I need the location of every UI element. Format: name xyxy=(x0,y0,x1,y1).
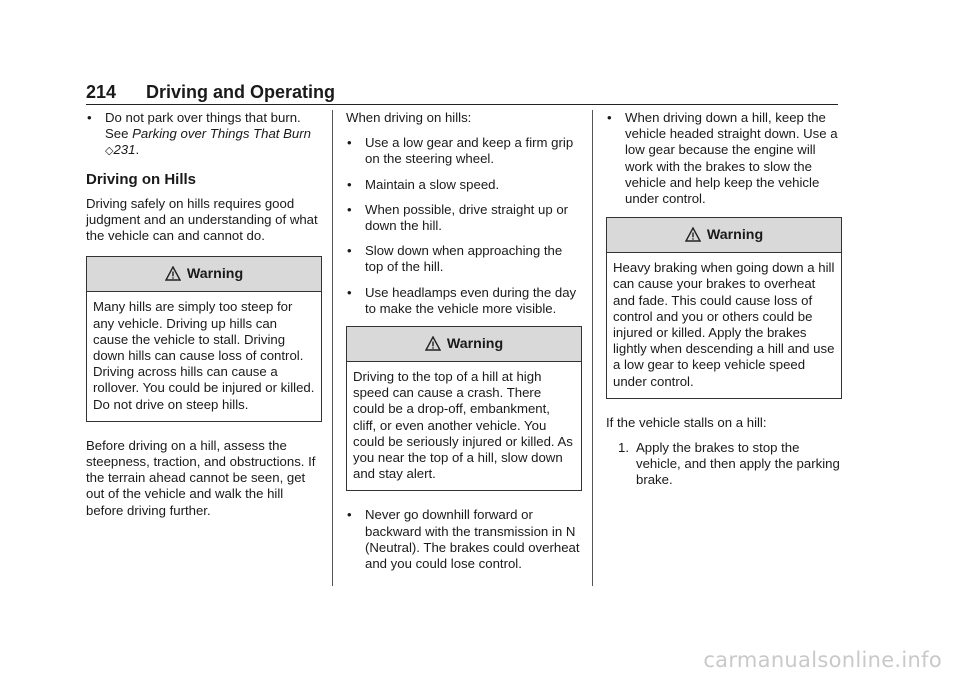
cross-reference-page[interactable]: 231 xyxy=(113,142,136,158)
paragraph: If the vehicle stalls on a hill: xyxy=(606,414,767,430)
bullet-symbol: • xyxy=(87,110,92,125)
warning-title: Warning xyxy=(706,227,764,244)
page-ref-icon: ◇ xyxy=(105,145,114,158)
bullet-text: Slow down when approaching the top of the hill. xyxy=(365,243,563,275)
bullet-symbol: • xyxy=(607,110,612,125)
bullet-text: When driving down a hill, keep the vehicle headed straight down. Use a low gear because the engine will work with the brakes to slow the vehicle and help keep the vehicle under control. xyxy=(625,110,838,207)
paragraph: Driving safely on hills requires good judgment and an understanding of what the vehicle can and cannot do. xyxy=(86,195,318,244)
section-title: Driving and Operating xyxy=(146,82,336,102)
bullet-text: Never go downhill forward or backward with the transmission in N (Neutral). The brakes could overheat and you could lose control. xyxy=(365,507,580,572)
column-divider xyxy=(332,110,333,586)
bullet-text-end: . xyxy=(135,142,140,158)
step-text: Apply the brakes to stop the vehicle, and then apply the parking brake. xyxy=(636,440,840,488)
warning-icon xyxy=(425,336,441,352)
paragraph: When driving on hills: xyxy=(346,110,472,125)
cross-reference-link[interactable]: Parking over Things That Burn xyxy=(132,126,311,142)
warning-body: Driving to the top of a hill at high speed can cause a crash. There could be a drop-off, embankment, cliff, or even another vehicle. You could be seriously injured or killed. As you near the top of a hill, slow down and stay alert. xyxy=(353,369,573,482)
list-item xyxy=(346,285,582,317)
bullet-text: Use a low gear and keep a firm grip on the steering wheel. xyxy=(365,135,574,167)
bullet-text: Maintain a slow speed. xyxy=(365,176,500,192)
bullet-symbol: • xyxy=(347,201,352,217)
warning-title: Warning xyxy=(186,266,244,283)
warning-header xyxy=(607,218,841,253)
warning-header xyxy=(347,327,581,362)
bullet-text: Do not park over things that burn. See xyxy=(105,110,301,142)
warning-box xyxy=(86,256,322,421)
watermark: carmanualsonline.info xyxy=(703,648,942,672)
list-item xyxy=(346,243,582,275)
list-item xyxy=(606,110,842,207)
bullet-text: When possible, drive straight up or down the hill. xyxy=(365,201,569,234)
list-item xyxy=(346,135,582,167)
warning-box xyxy=(606,217,842,399)
bullet-text: Use headlamps even during the day to make the vehicle more visible. xyxy=(365,284,577,316)
bullet-symbol: • xyxy=(347,243,352,259)
column-3 xyxy=(606,110,842,498)
column-2 xyxy=(346,110,582,581)
paragraph: Before driving on a hill, assess the steepness, traction, and obstructions. If the terrain ahead cannot be seen, get out of the vehicle and walk the hill before driving further. xyxy=(86,437,316,518)
list-item xyxy=(346,202,582,234)
bullet-symbol: • xyxy=(347,284,352,300)
bullet-symbol: • xyxy=(347,176,352,192)
column-1 xyxy=(86,110,322,528)
section-heading: Driving on Hills xyxy=(86,170,197,188)
step-number: 1. xyxy=(618,440,629,456)
warning-box xyxy=(346,326,582,491)
warning-header xyxy=(87,257,321,292)
page-header xyxy=(86,82,838,105)
list-item xyxy=(86,110,322,160)
list-item xyxy=(346,507,582,572)
numbered-step xyxy=(606,440,842,489)
warning-icon xyxy=(685,227,701,243)
list-item xyxy=(346,177,582,193)
warning-title: Warning xyxy=(446,335,504,352)
bullet-symbol: • xyxy=(347,507,352,523)
warning-icon xyxy=(165,266,181,282)
page-number: 214 xyxy=(86,82,117,102)
warning-body: Heavy braking when going down a hill can cause your brakes to overheat and fade. This could cause loss of control and you or others could be injured or killed. Apply the brakes lightly when descending a hill and use a low gear to keep vehicle speed under control. xyxy=(613,260,835,389)
bullet-symbol: • xyxy=(347,135,352,151)
column-divider xyxy=(592,110,593,586)
warning-body: Many hills are simply too steep for any vehicle. Driving up hills can cause the vehicle to stall. Driving down hills can cause loss of control. Driving across hills can cause a rollover. You could be injured or killed. Do not drive on steep hills. xyxy=(93,299,315,412)
